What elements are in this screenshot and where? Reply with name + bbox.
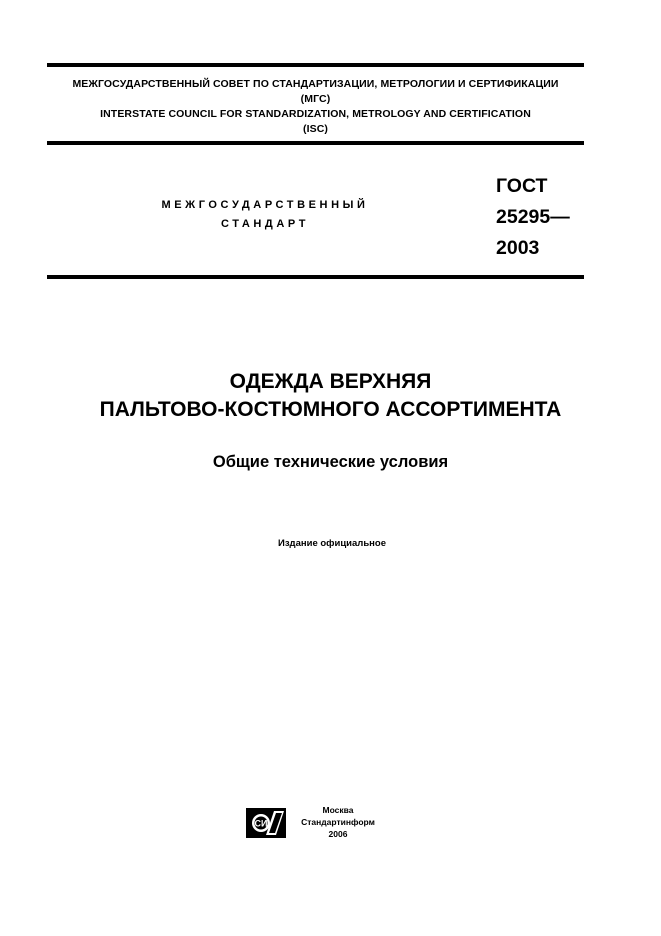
document-title — [0, 368, 661, 424]
council-abbr-en: (ISC) — [303, 123, 328, 135]
council-name-en: INTERSTATE COUNCIL FOR STANDARDIZATION, METROLOGY AND CERTIFICATION — [100, 108, 531, 120]
standard-type — [130, 196, 400, 234]
middle-divider — [47, 141, 584, 145]
document-title-line2: ПАЛЬТОВО-КОСТЮМНОГО АССОРТИМЕНТА — [99, 398, 562, 421]
council-header — [47, 77, 584, 137]
edition-note: Издание официальное — [278, 538, 386, 549]
publisher-name: Стандартинформ — [301, 817, 375, 827]
top-divider — [47, 63, 584, 67]
document-subtitle: Общие технические условия — [212, 453, 449, 471]
publisher-year: 2006 — [328, 829, 348, 839]
document-title-line1: ОДЕЖДА ВЕРХНЯЯ — [229, 370, 432, 393]
bottom-divider — [47, 275, 584, 279]
council-name-ru: МЕЖГОСУДАРСТВЕННЫЙ СОВЕТ ПО СТАНДАРТИЗАЦИИ, МЕТРОЛОГИИ И СЕРТИФИКАЦИИ — [72, 78, 559, 90]
publisher-city: Москва — [322, 805, 354, 815]
svg-text:СИ: СИ — [254, 818, 268, 829]
standard-type-line1: МЕЖГОСУДАРСТВЕННЫЙ — [161, 199, 369, 211]
gost-year: 2003 — [496, 237, 540, 259]
standartinform-logo-icon — [246, 808, 286, 838]
gost-label: ГОСТ — [496, 175, 548, 197]
council-abbr-ru: (МГС) — [300, 93, 331, 105]
publisher-info — [296, 804, 380, 840]
gost-number: 25295— — [496, 206, 570, 228]
gost-designation — [496, 171, 570, 264]
standard-type-line2: СТАНДАРТ — [220, 218, 310, 230]
